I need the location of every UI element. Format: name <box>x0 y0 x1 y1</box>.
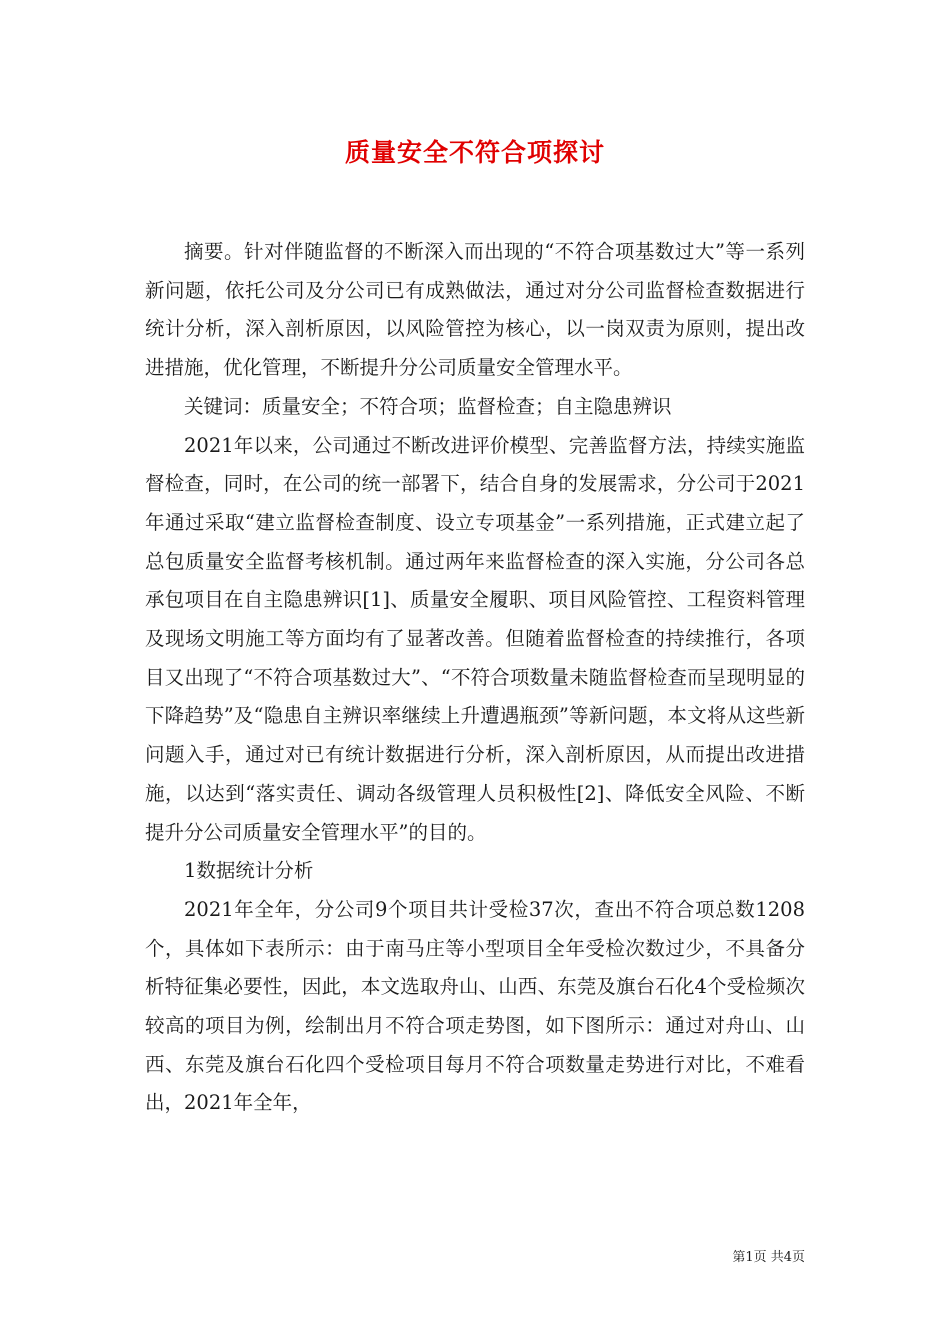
data-paragraph: 2021年全年，分公司9个项目共计受检37次，查出不符合项总数1208个，具体如下表所示：由于南马庄等小型项目全年受检次数过少，不具备分析特征集必要性，因此，本文选取舟山、山西、东莞及旗台石化4个受检频次较高的项目为例，绘制出月不符合项走势图，如下图所示：通过对舟山、山西、东莞及旗台石化四个受检项目每月不符合项数量走势进行对比，不难看出，2021年全年， <box>145 897 805 1115</box>
document-title: 质量安全不符合项探讨 <box>344 138 605 167</box>
intro-paragraph: 2021年以来，公司通过不断改进评价模型、完善监督方法，持续实施监督检查，同时，在公司的统一部署下，结合自身的发展需求，分公司于2021年通过采取“建立监督检查制度、设立专项基金”一系列措施，正式建立起了总包质量安全监督考核机制。通过两年来监督检查的深入实施，分公司各总承包项目在自主隐患辨识[1]、质量安全履职、项目风险管控、工程资料管理及现场文明施工等方面均有了显著改善。但随着监督检查的持续推行，各项目又出现了“不符合项基数过大”、“不符合项数量未随监督检查而呈现明显的下降趋势”及“隐患自主辨识率继续上升遭遇瓶颈”等新问题，本文将从这些新问题入手，通过对已有统计数据进行分析，深入剖析原因，从而提出改进措施，以达到“落实责任、调动各级管理人员积极性[2]、降低安全风险、不断提升分公司质量安全管理水平”的目的。 <box>145 433 805 844</box>
keywords-paragraph: 关键词：质量安全；不符合项；监督检查；自主隐患辨识 <box>184 394 672 418</box>
section-heading: 1数据统计分析 <box>184 859 314 883</box>
page-number: 第1页 共4页 <box>732 1250 805 1265</box>
abstract-paragraph: 摘要。针对伴随监督的不断深入而出现的“不符合项基数过大”等一系列新问题，依托公司及分公司已有成熟做法，通过对分公司监督检查数据进行统计分析，深入剖析原因，以风险管控为核心，以一岗双责为原则，提出改进措施，优化管理，不断提升分公司质量安全管理水平。 <box>145 240 805 380</box>
document-body <box>145 233 805 1123</box>
